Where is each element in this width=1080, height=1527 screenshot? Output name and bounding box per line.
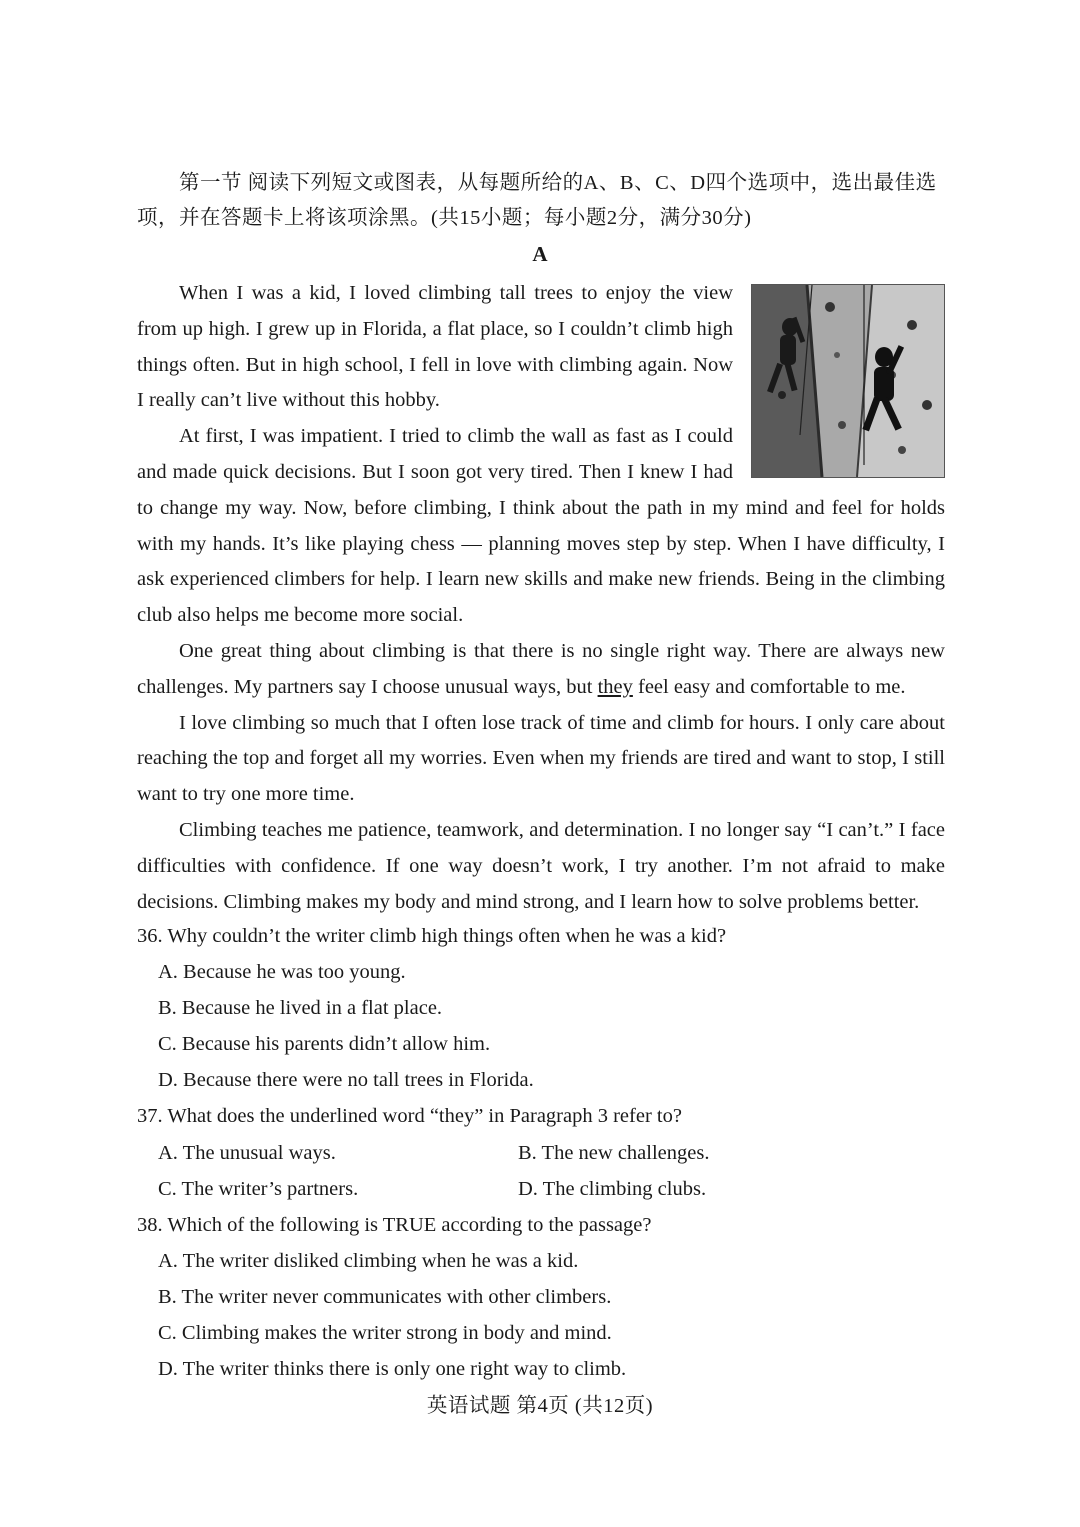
question-38-option-b: B. The writer never communicates with other climbers. (158, 1285, 612, 1308)
question-36-stem: 36. Why couldn’t the writer climb high things often when he was a kid? (137, 925, 727, 947)
question-36-option-b: B. Because he lived in a flat place. (158, 997, 443, 1020)
paragraph-3-after: feel easy and comfortable to me. (632, 675, 906, 698)
paragraph-1: When I was a kid, I loved climbing tall trees to enjoy the view from up high. I grew up in Florida, a flat place, so I couldn’t climb high things often. But in high school, I fell in love with climbing again. Now I really can’t live without this hobby. (137, 282, 733, 412)
question-37-options-row-1 (158, 1135, 945, 1171)
paragraph-5: Climbing teaches me patience, teamwork, and determination. I no longer say “I can’t.” I face difficulties with confidence. If one way doesn’t work, I try another. I’m not afraid to make decisions. Climbing makes my body and mind strong, and I learn how to solve problems better. (137, 818, 945, 913)
question-37-options-row-2 (158, 1171, 945, 1207)
paragraph-3-before: One great thing about climbing is that there is no single right way. There are always new challenges. My partners say I choose unusual ways, but (137, 639, 945, 698)
question-37-option-d: D. The climbing clubs. (518, 1177, 707, 1200)
underlined-word-they: they (597, 675, 633, 698)
climbing-wall-photo (751, 284, 945, 478)
question-38-stem: 38. Which of the following is TRUE according to the passage? (137, 1213, 652, 1236)
question-38-option-a: A. The writer disliked climbing when he was a kid. (158, 1249, 579, 1272)
question-36-option-c: C. Because his parents didn’t allow him. (158, 1033, 491, 1056)
question-list (137, 918, 945, 1387)
page-footer: 英语试题 第4页 (共12页) (426, 1395, 654, 1417)
reading-passage (137, 276, 945, 920)
passage-label: A (532, 242, 548, 266)
question-36-option-a: A. Because he was too young. (158, 961, 406, 984)
paragraph-3 (137, 634, 945, 706)
climbing-wall-illustration (752, 285, 944, 477)
question-37-stem: 37. What does the underlined word “they” in Paragraph 3 refer to? (137, 1105, 682, 1128)
question-36-option-d: D. Because there were no tall trees in Florida. (158, 1069, 534, 1092)
question-38-option-c: C. Climbing makes the writer strong in body and mind. (158, 1322, 612, 1345)
question-37-option-a: A. The unusual ways. (158, 1141, 336, 1164)
question-37-option-b: B. The new challenges. (518, 1141, 710, 1164)
paragraph-2: At first, I was impatient. I tried to climb the wall as fast as I could and made quick decisions. But I soon got very tired. Then I knew I had to change my way. Now, before climbing, I think about the path in my mind and feel for holds with my hands. It’s like playing chess — planning moves step by step. When I have difficulty, I ask experienced climbers for help. I learn new skills and make new friends. Being in the climbing club also helps me become more social. (137, 425, 945, 627)
question-37-option-c: C. The writer’s partners. (158, 1177, 359, 1200)
section-instructions: 第一节 阅读下列短文或图表，从每题所给的A、B、C、D四个选项中，选出最佳选项，并在答题卡上将该项涂黑。(共15小题；每小题2分，满分30分) (137, 172, 937, 229)
paragraph-4: I love climbing so much that I often lose track of time and climb for hours. I only care about reaching the top and forget all my worries. Even when my friends are tired and want to stop, I still want to try one more time. (137, 711, 945, 806)
question-38-option-d: D. The writer thinks there is only one right way to climb. (158, 1358, 627, 1381)
